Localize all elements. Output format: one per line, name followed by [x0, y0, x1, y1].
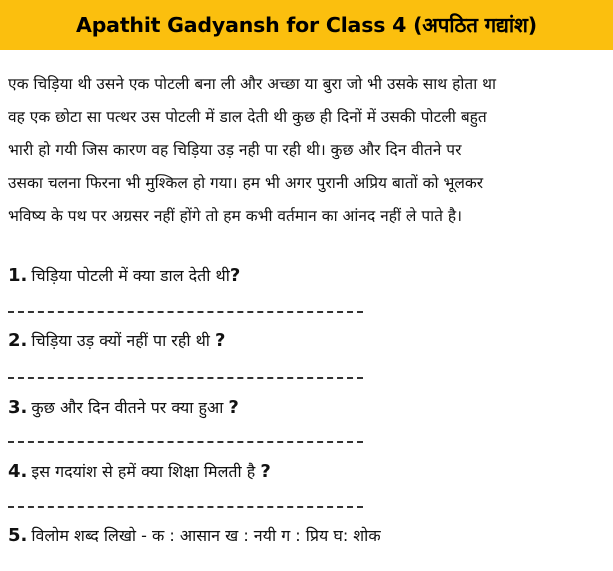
- question-1: [8, 264, 608, 286]
- question-text: इस गदयांश से हमें क्या शिक्षा मिलती है: [31, 462, 261, 481]
- question-number: 4.: [8, 461, 28, 482]
- question-text: चिड़िया पोटली में क्या डाल देती थी: [31, 266, 230, 285]
- question-number: 1.: [8, 265, 28, 286]
- question-text: विलोम शब्द लिखो - क : आसान ख : नयी ग : प्रिय घ: शोक: [31, 526, 381, 545]
- page-title: Apathit Gadyansh for Class 4 (अपठित गद्यांश): [76, 13, 537, 37]
- question-3: [8, 396, 608, 418]
- passage: [8, 68, 608, 233]
- answer-line-4: [8, 506, 363, 508]
- question-2: [8, 329, 608, 351]
- question-text: कुछ और दिन वीतने पर क्या हुआ: [31, 398, 229, 417]
- passage-line: एक चिड़िया थी उसने एक पोटली बना ली और अच्छा या बुरा जो भी उसके साथ होता था: [8, 75, 497, 93]
- answer-line-2: [8, 377, 363, 379]
- passage-line: वह एक छोटा सा पत्थर उस पोटली में डाल देती थी कुछ ही दिनों में उसकी पोटली बहुत: [8, 108, 487, 126]
- passage-line: भारी हो गयी जिस कारण वह चिड़िया उड़ नही पा रही थी। कुछ और दिन वीतने पर: [8, 141, 462, 159]
- question-5: [8, 524, 608, 546]
- question-number: 5.: [8, 525, 28, 546]
- passage-line: भविष्य के पथ पर अग्रसर नहीं होंगे तो हम कभी वर्तमान का आंनद नहीं ले पाते है।: [8, 207, 463, 225]
- answer-line-1: [8, 311, 363, 313]
- answer-line-3: [8, 441, 363, 443]
- question-text: चिड़िया उड़ क्यों नहीं पा रही थी: [31, 331, 216, 350]
- question-number: 2.: [8, 330, 28, 351]
- question-mark: ?: [229, 265, 241, 286]
- question-mark: ?: [228, 397, 239, 418]
- passage-line: उसका चलना फिरना भी मुश्किल हो गया। हम भी अगर पुरानी अप्रिय बातों को भूलकर: [8, 174, 484, 192]
- question-mark: ?: [215, 330, 226, 351]
- question-4: [8, 460, 608, 482]
- question-mark: ?: [260, 461, 271, 482]
- title-banner: [0, 0, 613, 50]
- question-number: 3.: [8, 397, 28, 418]
